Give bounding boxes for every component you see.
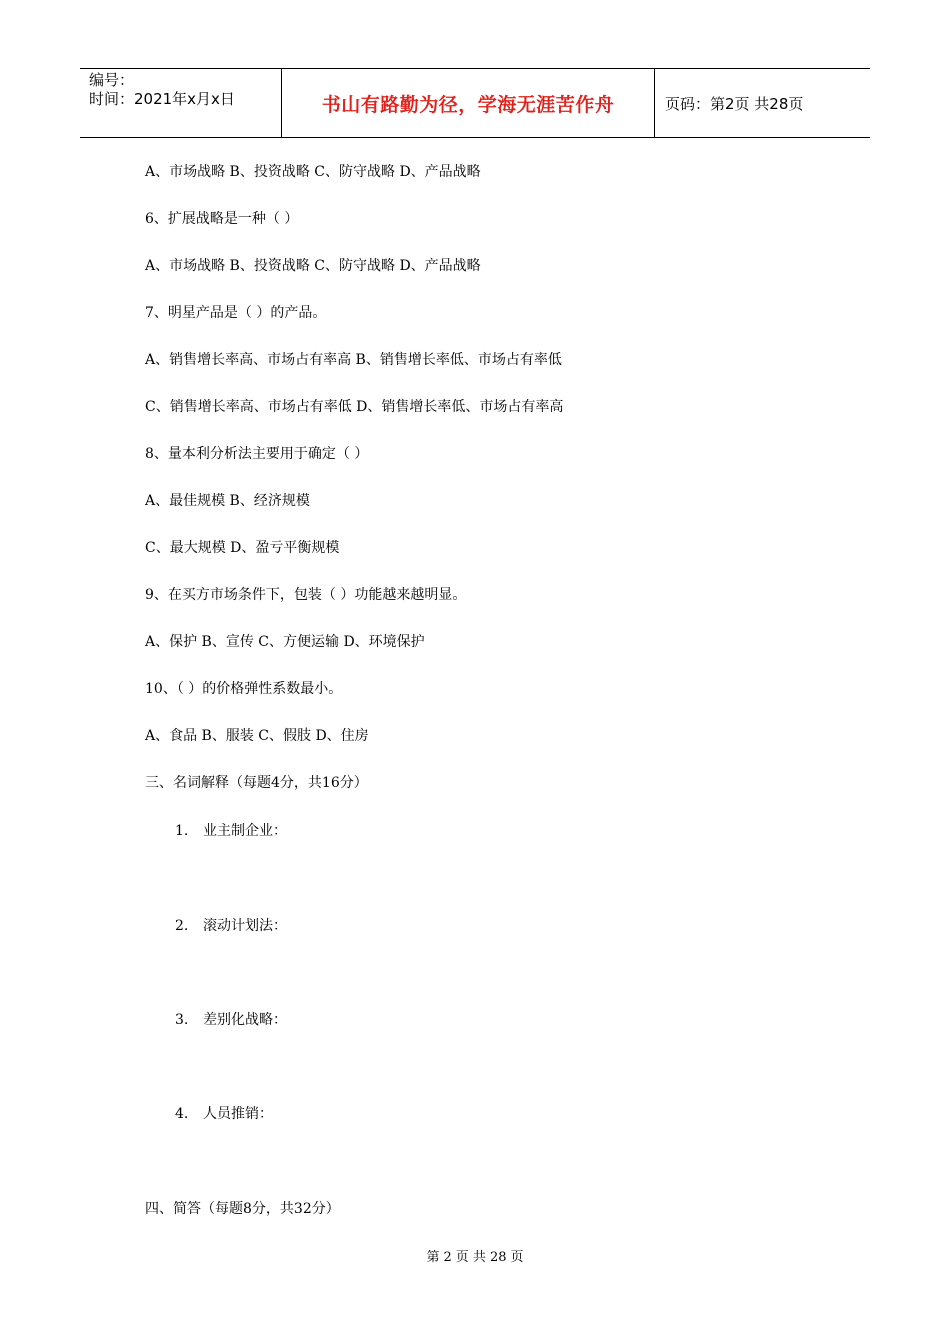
header-meta xyxy=(80,69,282,137)
term-number: 1. xyxy=(175,823,189,839)
section-heading: 三、名词解释（每题4分，共16分） xyxy=(145,775,368,791)
question-option-line: A、市场战略 B、投资战略 C、防守战略 D、产品战略 xyxy=(145,258,481,274)
question-option-line: C、销售增长率高、市场占有率低 D、销售增长率低、市场占有率高 xyxy=(145,399,564,415)
term-number: 3. xyxy=(175,1012,189,1028)
question-option-line: C、最大规模 D、盈亏平衡规模 xyxy=(145,540,340,556)
term-label: 滚动计划法： xyxy=(203,918,287,934)
question-line: 6、扩展战略是一种（ ） xyxy=(145,211,299,227)
question-option-line: A、保护 B、宣传 C、方便运输 D、环境保护 xyxy=(145,634,425,650)
question-line: 9、在买方市场条件下，包装（ ）功能越来越明显。 xyxy=(145,587,467,603)
footer-prefix: 第 xyxy=(426,1250,440,1265)
footer-total-pages: 28 xyxy=(489,1250,507,1265)
serial-number-label: 编号： xyxy=(89,71,135,89)
footer-page-number: 2 xyxy=(443,1250,452,1265)
question-line: 7、明星产品是（ ）的产品。 xyxy=(145,305,327,321)
section-heading: 四、简答（每题8分，共32分） xyxy=(145,1201,340,1217)
date-label: 时间：2021年x月x日 xyxy=(89,90,235,108)
header-motto-cell xyxy=(282,69,655,137)
motto: 书山有路勤为径，学海无涯苦作舟 xyxy=(321,93,615,116)
term-number: 2. xyxy=(175,918,189,934)
page-footer xyxy=(0,1246,950,1265)
term-item xyxy=(175,1010,287,1030)
term-item xyxy=(175,1104,273,1124)
footer-mid: 页 共 xyxy=(455,1250,486,1265)
term-label: 人员推销： xyxy=(203,1106,273,1122)
question-option-line: A、最佳规模 B、经济规模 xyxy=(145,493,310,509)
term-item xyxy=(175,821,287,841)
term-item xyxy=(175,916,287,936)
footer-suffix: 页 xyxy=(510,1250,524,1265)
question-option-line: A、食品 B、服装 C、假肢 D、住房 xyxy=(145,728,369,744)
term-label: 业主制企业： xyxy=(203,823,287,839)
header-page-cell xyxy=(655,69,870,137)
question-line: 8、量本利分析法主要用于确定（ ） xyxy=(145,446,369,462)
term-label: 差别化战略： xyxy=(203,1012,287,1028)
question-line: 10、（ ）的价格弹性系数最小。 xyxy=(145,681,343,697)
page-header xyxy=(80,68,870,138)
question-option-line: A、市场战略 B、投资战略 C、防守战略 D、产品战略 xyxy=(145,164,481,180)
term-number: 4. xyxy=(175,1106,189,1122)
page-info: 页码：第2页 共28页 xyxy=(665,94,804,113)
question-option-line: A、销售增长率高、市场占有率高 B、销售增长率低、市场占有率低 xyxy=(145,352,562,368)
